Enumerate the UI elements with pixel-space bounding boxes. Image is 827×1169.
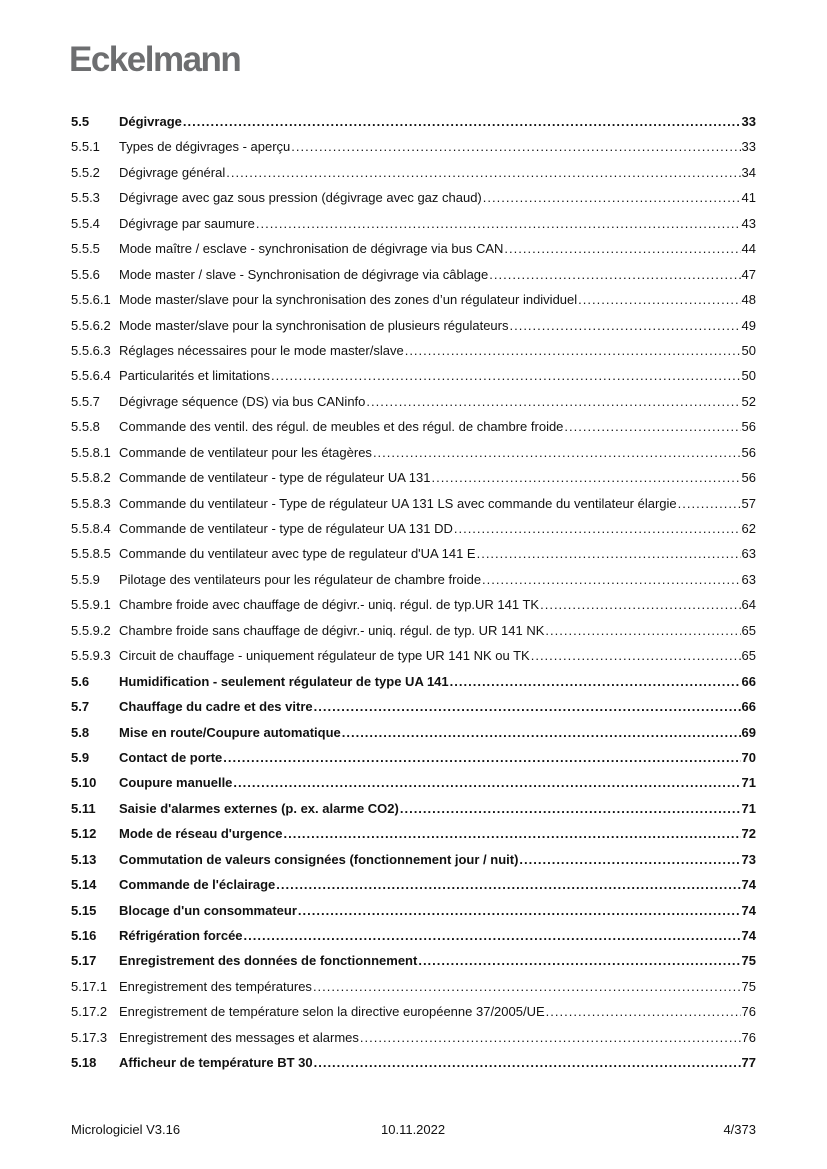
toc-entry-page: 73 [741,851,756,867]
toc-entry-title: Coupure manuelle [119,775,233,791]
toc-entry-page: 69 [741,724,756,740]
toc-entry-number: 5.5.3 [71,190,100,206]
dot-leader [244,923,741,948]
toc-entry-page: 75 [741,978,756,994]
toc-entry[interactable] [71,541,756,566]
toc-entry[interactable] [71,898,756,923]
toc-entry-title: Blocage d'un consommateur [119,902,297,918]
toc-entry-page: 74 [741,877,756,893]
toc-entry[interactable] [71,338,756,363]
toc-entry[interactable] [71,465,756,490]
dot-leader [509,313,740,338]
toc-entry-page: 56 [741,444,756,460]
toc-entry-title: Contact de porte [119,749,223,765]
toc-entry-number: 5.5.9.2 [71,622,111,638]
toc-entry-title: Mode maître / esclave - synchronisation de dégivrage via bus CAN [119,241,504,257]
toc-entry-page: 71 [741,775,756,791]
toc-entry-number: 5.5 [71,114,90,129]
toc-entry-title: Enregistrement des données de fonctionnement [119,953,418,969]
dot-leader [223,745,740,770]
toc-entry[interactable] [71,643,756,668]
toc-entry-title: Mode master/slave pour la synchronisation de plusieurs régulateurs [119,317,509,333]
toc-entry-title: Saisie d'alarmes externes (p. ex. alarme CO2) [119,800,399,816]
toc-entry-title: Commande des ventil. des régul. de meubles et des régul. de chambre froide [119,419,564,435]
footer-page-number: 4/373 [723,1122,756,1137]
toc-entry-title: Mode master/slave pour la synchronisation des zones d’un régulateur individuel [119,292,578,308]
toc-entry-page: 76 [741,1004,756,1020]
toc-entry-page: 72 [741,826,756,842]
toc-entry[interactable] [71,516,756,541]
toc-entry-page: 41 [741,190,756,206]
toc-entry[interactable] [71,669,756,694]
toc-entry-title: Commande de ventilateur - type de régulateur UA 131 [119,470,431,486]
toc-entry-number: 5.9 [71,749,90,765]
toc-entry-page: 74 [741,902,756,918]
toc-entry-title: Afficheur de température BT 30 [119,1055,313,1071]
dot-leader [298,898,741,923]
toc-entry[interactable] [71,745,756,770]
toc-entry-number: 5.10 [71,775,97,791]
dot-leader [450,669,741,694]
toc-entry-number: 5.17.1 [71,978,108,994]
toc-entry-number: 5.5.6.3 [71,342,111,358]
toc-entry[interactable] [71,109,756,134]
toc-entry-number: 5.14 [71,877,97,893]
footer-date: 10.11.2022 [381,1122,446,1137]
toc-entry[interactable] [71,236,756,261]
toc-entry-number: 5.5.6.1 [71,292,111,308]
toc-entry[interactable] [71,363,756,388]
toc-entry-title: Particularités et limitations [119,368,270,384]
toc-entry-title: Commutation de valeurs consignées (fonctionnement jour / nuit) [119,851,519,867]
dot-leader [313,974,741,999]
toc-entry-number: 5.5.5 [71,241,100,257]
dot-leader [271,363,741,388]
toc-entry-number: 5.5.2 [71,164,100,180]
toc-entry[interactable] [71,923,756,948]
dot-leader [546,999,741,1024]
toc-entry[interactable] [71,262,756,287]
toc-entry-title: Commande du ventilateur avec type de regulateur d'UA 141 E [119,546,476,562]
toc-entry-title: Chauffage du cadre et des vitre [119,699,313,715]
dot-leader [482,567,740,592]
toc-entry[interactable] [71,185,756,210]
dot-leader [256,211,741,236]
toc-entry-title: Enregistrement des messages et alarmes [119,1029,359,1045]
dot-leader [477,541,741,566]
toc-entry-page: 77 [741,1055,756,1071]
toc-entry[interactable] [71,847,756,872]
toc-entry-page: 47 [741,266,756,282]
toc-entry-page: 66 [741,699,756,715]
toc-entry-page: 52 [741,393,756,409]
toc-entry[interactable] [71,1050,756,1075]
toc-entry-page: 33 [741,139,756,155]
toc-entry[interactable] [71,287,756,312]
toc-entry-title: Types de dégivrages - aperçu [119,139,291,155]
dot-leader [373,440,741,465]
dot-leader [283,821,740,846]
toc-entry-page: 63 [741,546,756,562]
dot-leader [489,262,740,287]
toc-entry-title: Réglages nécessaires pour le mode master/slave [119,342,404,358]
dot-leader [183,109,741,134]
toc-entry[interactable] [71,821,756,846]
toc-entry-number: 5.5.8 [71,419,100,435]
toc-entry[interactable] [71,770,756,795]
toc-entry-number: 5.11 [71,800,96,816]
dot-leader [678,491,741,516]
toc-entry-number: 5.5.8.3 [71,495,111,511]
toc-entry-page: 56 [741,419,756,435]
toc-entry-title: Dégivrage général [119,164,226,180]
dot-leader [314,1050,741,1075]
toc-entry-title: Mode de réseau d'urgence [119,826,283,842]
dot-leader [531,643,741,668]
dot-leader [418,948,740,973]
toc-entry-title: Pilotage des ventilateurs pour les régulateur de chambre froide [119,571,482,587]
toc-entry-number: 5.5.8.1 [71,444,111,460]
toc-entry-number: 5.5.8.4 [71,521,111,536]
table-of-contents [71,109,756,1076]
toc-entry-number: 5.5.9.3 [71,648,111,664]
toc-entry-page: 65 [741,648,756,664]
toc-entry[interactable] [71,872,756,897]
toc-entry[interactable] [71,134,756,159]
toc-entry-title: Circuit de chauffage - uniquement régulateur de type UR 141 NK ou TK [119,648,530,664]
company-logo: Eckelmann [69,40,241,79]
toc-entry-number: 5.5.9 [71,571,100,587]
dot-leader [405,338,741,363]
toc-entry[interactable] [71,1025,756,1050]
dot-leader [233,770,740,795]
toc-entry-number: 5.5.6.4 [71,368,111,384]
toc-entry[interactable] [71,313,756,338]
toc-entry[interactable] [71,160,756,185]
toc-entry-number: 5.15 [71,902,97,918]
toc-entry-page: 57 [741,495,756,511]
toc-entry-title: Chambre froide sans chauffage de dégivr.- uniq. régul. de typ. UR 141 NK [119,622,545,638]
toc-entry-title: Dégivrage avec gaz sous pression (dégivrage avec gaz chaud) [119,190,482,206]
dot-leader [540,592,740,617]
toc-entry-page: 56 [741,470,756,486]
toc-entry-page: 75 [741,953,756,969]
toc-entry-title: Dégivrage [119,114,182,129]
toc-entry[interactable] [71,796,756,821]
dot-leader [366,389,740,414]
toc-entry-page: 62 [741,521,756,536]
toc-entry-page: 65 [741,622,756,638]
toc-entry-number: 5.8 [71,724,90,740]
toc-entry-page: 33 [741,114,756,129]
toc-entry-title: Mode master / slave - Synchronisation de dégivrage via câblage [119,266,489,282]
toc-entry-number: 5.13 [71,851,97,867]
toc-entry-title: Chambre froide avec chauffage de dégivr.- uniq. régul. de typ.UR 141 TK [119,597,540,613]
toc-entry-page: 44 [741,241,756,257]
dot-leader [519,847,740,872]
toc-entry-number: 5.7 [71,699,90,715]
toc-entry-number: 5.5.9.1 [71,597,111,613]
toc-entry-number: 5.5.8.5 [71,546,111,562]
toc-entry[interactable] [71,414,756,439]
toc-entry-title: Dégivrage par saumure [119,215,255,231]
toc-entry[interactable] [71,618,756,643]
toc-entry-title: Humidification - seulement régulateur de type UA 141 [119,673,449,689]
toc-entry-page: 48 [741,292,756,308]
toc-entry-number: 5.5.8.2 [71,470,111,486]
footer-software-version: Micrologiciel V3.16 [71,1122,181,1137]
toc-entry-page: 76 [741,1029,756,1045]
dot-leader [431,465,740,490]
toc-entry-page: 70 [741,749,756,765]
toc-entry-title: Commande de ventilateur pour les étagères [119,444,372,460]
toc-entry-number: 5.5.6 [71,266,100,282]
toc-entry-page: 43 [741,215,756,231]
toc-entry-page: 66 [741,673,756,689]
dot-leader [360,1025,741,1050]
dot-leader [314,694,741,719]
toc-entry[interactable] [71,592,756,617]
toc-entry-page: 74 [741,928,756,943]
toc-entry[interactable] [71,948,756,973]
toc-entry-number: 5.5.7 [71,393,100,409]
toc-entry-page: 71 [741,800,756,816]
toc-entry-number: 5.17.2 [71,1004,108,1020]
dot-leader [291,134,740,159]
dot-leader [578,287,740,312]
toc-entry-title: Enregistrement de température selon la directive européenne 37/2005/UE [119,1004,545,1020]
toc-entry[interactable] [71,694,756,719]
toc-entry-title: Réfrigération forcée [119,928,243,943]
dot-leader [564,414,740,439]
toc-entry-page: 34 [741,164,756,180]
toc-entry[interactable] [71,974,756,999]
toc-entry[interactable] [71,389,756,414]
toc-entry[interactable] [71,720,756,745]
toc-entry-number: 5.12 [71,826,97,842]
toc-entry-number: 5.5.4 [71,215,100,231]
toc-entry[interactable] [71,211,756,236]
toc-entry-number: 5.5.6.2 [71,317,111,333]
dot-leader [342,720,741,745]
toc-entry-page: 64 [741,597,756,613]
dot-leader [483,185,741,210]
dot-leader [504,236,740,261]
toc-entry[interactable] [71,440,756,465]
toc-entry-number: 5.17.3 [71,1029,108,1045]
toc-entry-title: Mise en route/Coupure automatique [119,724,341,740]
dot-leader [400,796,741,821]
dot-leader [545,618,740,643]
dot-leader [226,160,740,185]
toc-entry[interactable] [71,491,756,516]
toc-entry-page: 49 [741,317,756,333]
toc-entry-number: 5.6 [71,673,90,689]
toc-entry-title: Enregistrement des températures [119,978,312,994]
toc-entry-page: 50 [741,368,756,384]
toc-entry-title: Commande de l'éclairage [119,877,276,893]
toc-entry-title: Commande de ventilateur - type de régulateur UA 131 DD [119,521,453,536]
toc-entry-number: 5.5.1 [71,139,100,155]
toc-entry-number: 5.17 [71,953,97,969]
toc-entry[interactable] [71,999,756,1024]
toc-entry-title: Dégivrage séquence (DS) via bus CANinfo [119,393,366,409]
toc-entry-title: Commande du ventilateur - Type de régulateur UA 131 LS avec commande du ventilateur élargie [119,495,677,511]
dot-leader [454,516,741,541]
toc-entry-page: 50 [741,342,756,358]
toc-entry-number: 5.16 [71,928,97,943]
dot-leader [276,872,740,897]
toc-entry-page: 63 [741,571,756,587]
toc-entry-number: 5.18 [71,1055,97,1071]
toc-entry[interactable] [71,567,756,592]
